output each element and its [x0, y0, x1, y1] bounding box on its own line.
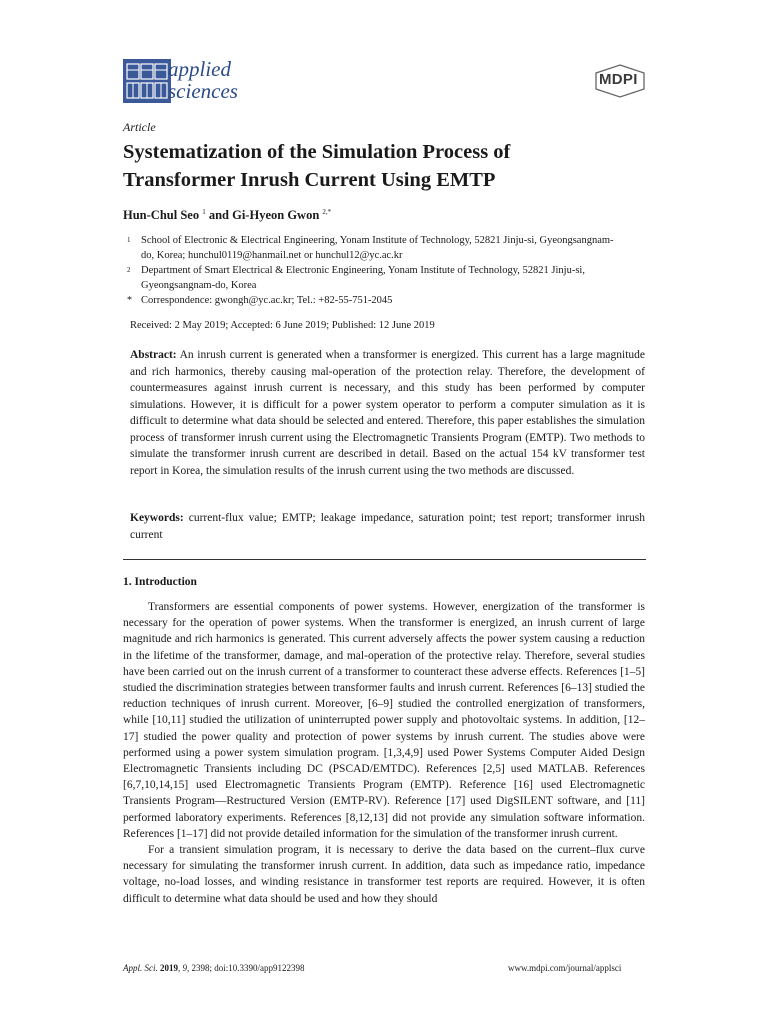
author-separator: and	[205, 208, 233, 223]
divider	[123, 559, 646, 560]
paper-title: Systematization of the Simulation Process of Transformer Inrush Current Using EMTP	[123, 141, 511, 191]
journal-name-line2: sciences	[168, 79, 238, 103]
footer-doi: , 2398; doi:10.3390/app9122398	[187, 963, 305, 973]
author-list	[123, 208, 331, 223]
keywords	[130, 510, 645, 543]
affiliation-mark: *	[127, 295, 132, 306]
author-name: Gi-Hyeon Gwon	[232, 208, 320, 223]
author-name: Hun-Chul Seo	[123, 208, 200, 223]
journal-logo-icon	[123, 59, 171, 103]
footer-year: 2019	[160, 963, 178, 973]
correspondence-item	[123, 293, 623, 308]
keywords-text: current-flux value; EMTP; leakage impedance, saturation point; test report; transformer inrush current	[130, 512, 646, 541]
section-body	[123, 599, 645, 907]
affiliation-item	[123, 263, 623, 293]
body-paragraph: Transformers are essential components of power systems. However, energization of the transformer is necessary for the operation of power systems. When the transformer is energized, an inrush current of large magnitude and rich harmonics is generated. This current adversely affects the power system causing a reduction in the lifetime of the transformer, damage, and mal-operation of the protective relay. Therefore, several studies have been carried out on the inrush current of a transformer to counteract these adverse effects. References [1–5] studied the discrimination strategies between transformer faults and inrush current. References [6–13] studied the reduction techniques of inrush current. Moreover, [6–9] studied the controlled energization of transformers, while [10,11] studied the utilization of uninterrupted power supply and photovoltaic systems. In addition, [12–17] studied the power quality and protection of power systems by inrush current. The studies above were performed using a power system simulation program. [1,3,4,9] used Power Systems Computer Aided Design Electromagnetic Transients including DC (PSCAD/EMTDC). References [2,5] used MATLAB. References [6,7,10,14,15] used Electromagnetic Transients Program (EMTP). Reference [16] used Electromagnetic Transients Program—Restructured Version (EMTP-RV). Reference [17] used DigSILENT software, and [11] performed laboratory experiments. References [8,12,13] did not provide any simulation software information. References [1–17] did not provide detailed information for the simulation of the transformer inrush current.	[123, 601, 645, 840]
body-paragraph: For a transient simulation program, it is necessary to derive the data based on the current–flux curve necessary for simulating the transformer inrush current. In addition, data such as impedance ratio, impedance voltage, no-load losses, and winding resistance in transformer test reports are required. However, it is often difficult to determine what data should be used and how they should	[123, 844, 645, 905]
publisher-name: MDPI	[599, 71, 638, 88]
journal-name-line1: applied	[168, 57, 231, 81]
affiliations	[123, 233, 623, 308]
abstract-text: An inrush current is generated when a transformer is energized. This current has a large magnitude and rich harmonics, thereby causing mal-operation of the protection relay. Therefore, the development of countermeasures against inrush current is necessary, and this study has been performed by computer simulations. However, it is difficult for a power system operator to perform a computer simulation as it is difficult to determine what data should be selected and entered. Therefore, this paper establishes the simulation process of transformer inrush current using the Electromagnetic Transients Program (EMTP). Two methods to simulate the transformer inrush current are described in detail. Based on the actual 154 kV transformer test report in Korea, the simulation results of the inrush current using the two methods are discussed.	[130, 349, 645, 477]
affiliation-mark: 2	[127, 266, 131, 274]
author-affil-mark: 1	[202, 208, 206, 216]
footer-volume: 9	[182, 963, 187, 973]
affiliation-text: School of Electronic & Electrical Engineering, Yonam Institute of Technology, 52821 Jinju-si, Gyeongsangnam-do, Korea; hunchul0119@hanmail.net or hunchul12@yc.ac.kr	[141, 235, 614, 261]
footer-citation: Appl. Sci. 2019, 9, 2398; doi:10.3390/app9122398	[123, 963, 305, 973]
footer-url[interactable]: www.mdpi.com/journal/applsci	[508, 963, 622, 973]
abstract	[130, 347, 645, 479]
affiliation-text: Department of Smart Electrical & Electronic Engineering, Yonam Institute of Technology, 52821 Jinju-si, Gyeongsangnam-do, Korea	[141, 265, 585, 291]
affiliation-mark: 1	[127, 236, 131, 244]
footer-journal: Appl. Sci.	[123, 963, 158, 973]
article-type: Article	[123, 120, 156, 134]
correspondence-text: Correspondence: gwongh@yc.ac.kr; Tel.: +82-55-751-2045	[141, 295, 393, 306]
keywords-label: Keywords:	[130, 512, 184, 524]
abstract-label: Abstract:	[130, 349, 177, 361]
journal-name	[168, 58, 238, 102]
section-heading: 1. Introduction	[123, 576, 197, 588]
affiliation-item	[123, 233, 623, 263]
publication-dates: Received: 2 May 2019; Accepted: 6 June 2019; Published: 12 June 2019	[130, 320, 435, 331]
author-affil-mark: 2,*	[322, 208, 332, 216]
